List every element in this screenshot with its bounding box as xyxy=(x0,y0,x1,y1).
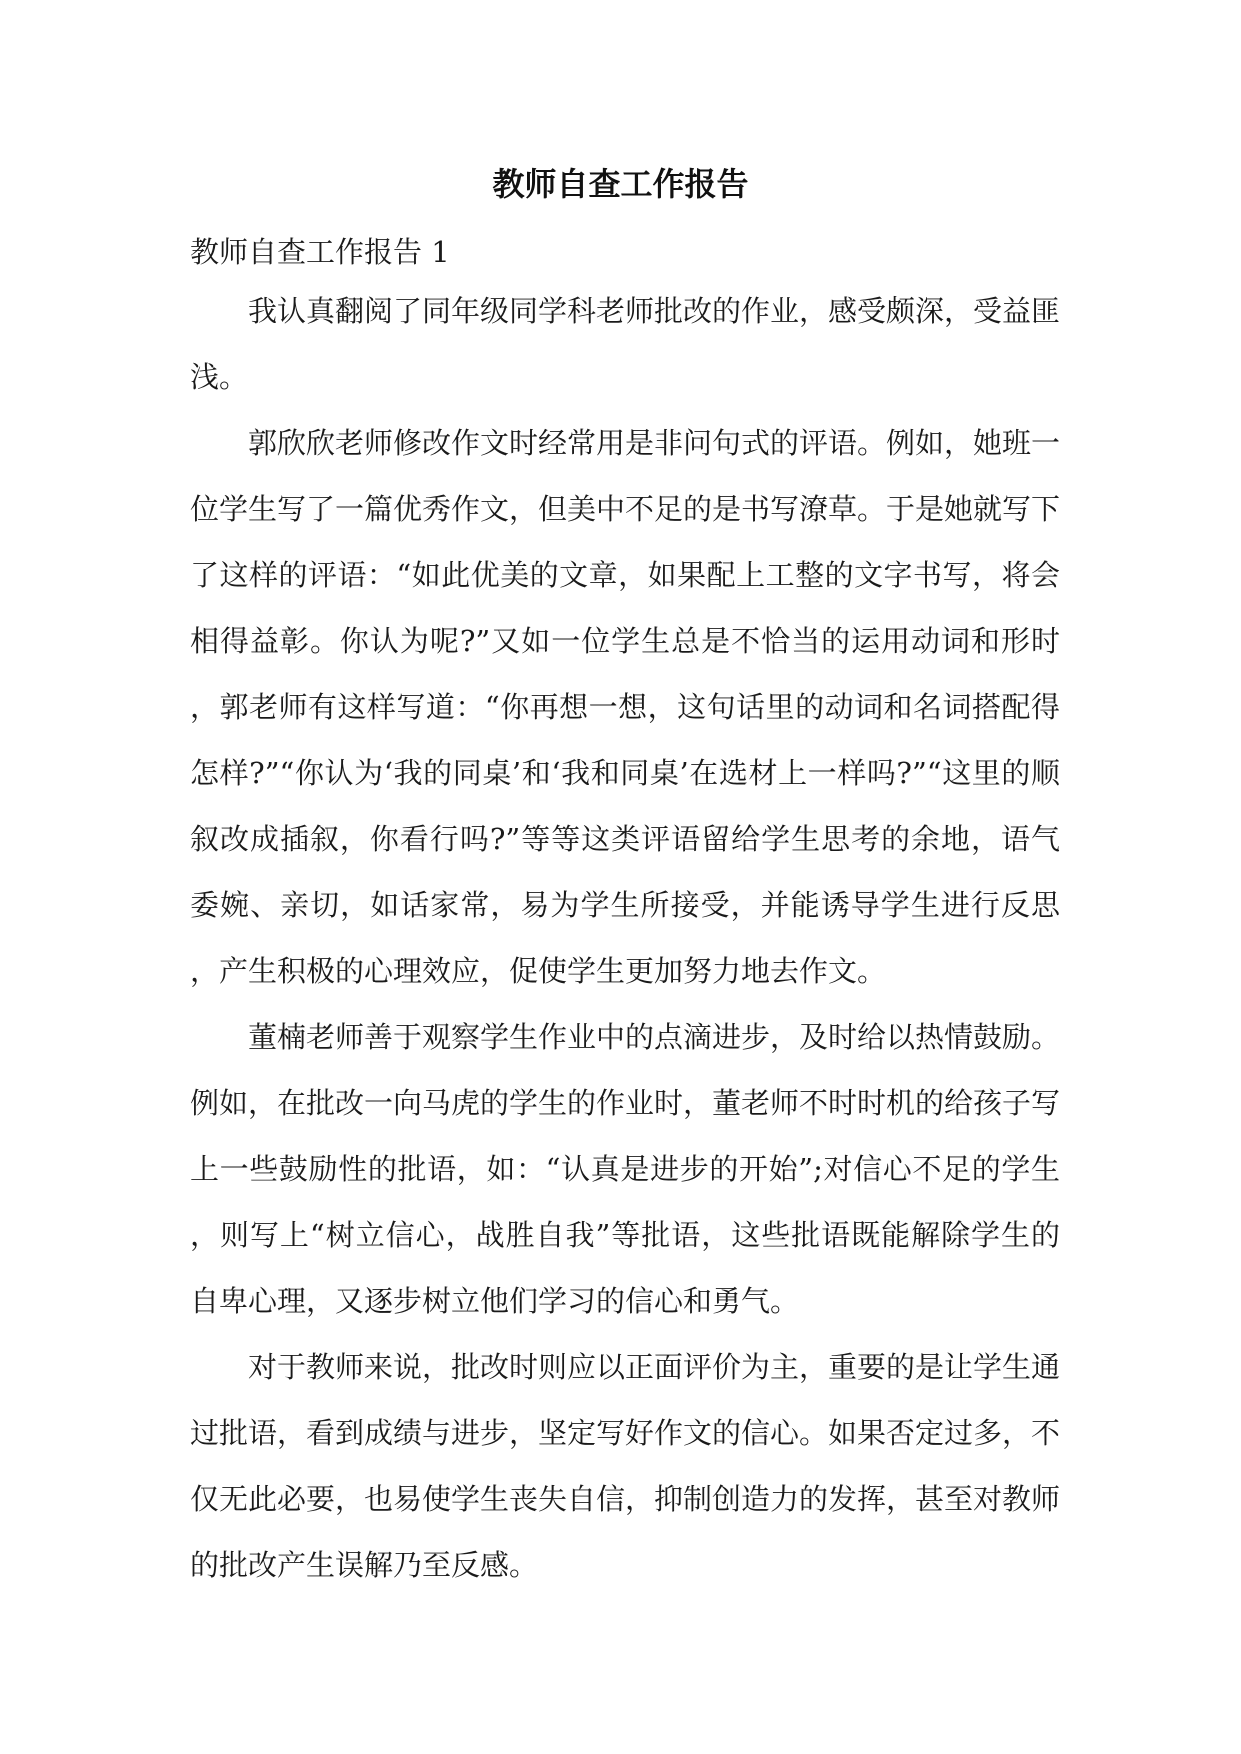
document-body xyxy=(190,226,1060,1598)
paragraph-intro: 我认真翻阅了同年级同学科老师批改的作业，感受颇深，受益匪浅。 xyxy=(190,294,1061,394)
document-title: 教师自查工作报告 xyxy=(492,165,749,203)
paragraph-dong-teacher: 董楠老师善于观察学生作业中的点滴进步，及时给以热情鼓励。例如，在批改一向马虎的学生的作业时，董老师不时时机的给孩子写上一些鼓励性的批语，如：“认真是进步的开始”;对信心不足的学生，则写上“树立信心，战胜自我”等批语，这些批语既能解除学生的自卑心理，又逐步树立他们学习的信心和勇气。 xyxy=(190,1020,1061,1318)
paragraph-guo-teacher: 郭欣欣老师修改作文时经常用是非问句式的评语。例如，她班一位学生写了一篇优秀作文，但美中不足的是书写潦草。于是她就写下了这样的评语：“如此优美的文章，如果配上工整的文字书写，将会相得益彰。你认为呢?”又如一位学生总是不恰当的运用动词和形时，郭老师有这样写道：“你再想一想，这句话里的动词和名词搭配得怎样?”“你认为‘我的同桌’和‘我和同桌’在选材上一样吗?”“这里的顺叙改成插叙，你看行吗?”等等这类评语留给学生思考的余地，语气委婉、亲切，如话家常，易为学生所接受，并能诱导学生进行反思 ，产生积极的心理效应，促使学生更加努力地去作文。 xyxy=(190,426,1061,988)
paragraph-conclusion: 对于教师来说，批改时则应以正面评价为主，重要的是让学生通过批语，看到成绩与进步，坚定写好作文的信心。如果否定过多，不仅无此必要，也易使学生丧失自信，抑制创造力的发挥，甚至对教师的批改产生误解乃至反感。 xyxy=(190,1350,1061,1582)
section-heading: 教师自查工作报告 1 xyxy=(190,235,450,269)
